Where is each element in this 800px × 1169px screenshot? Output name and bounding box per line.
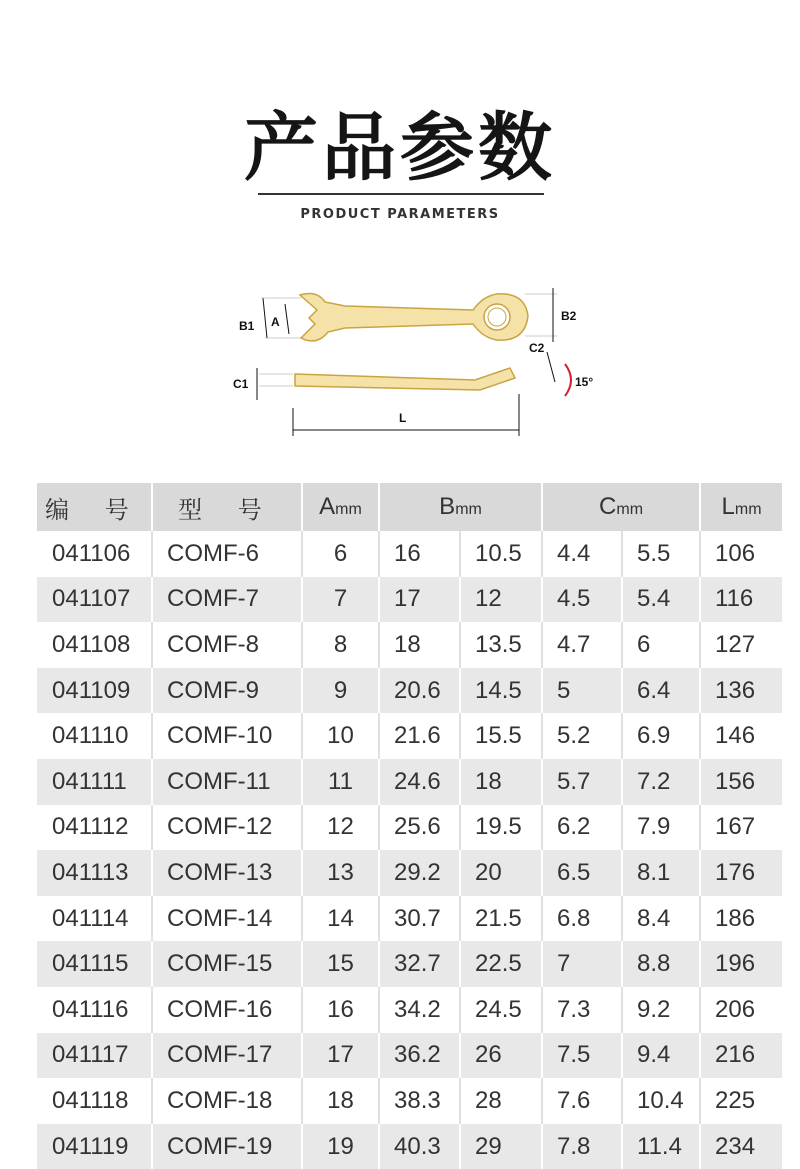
cell-model: COMF-16	[152, 987, 302, 1033]
cell-b2: 12	[460, 577, 542, 623]
cell-b1: 30.7	[379, 896, 460, 942]
header-b: Bmm	[379, 483, 542, 531]
cell-b2: 21.5	[460, 896, 542, 942]
cell-l: 186	[700, 896, 782, 942]
table-row	[37, 987, 782, 1033]
cell-b2: 22.5	[460, 941, 542, 987]
cell-model: COMF-13	[152, 850, 302, 896]
cell-c2: 10.4	[622, 1078, 700, 1124]
cell-c2: 5.5	[622, 531, 700, 577]
cell-a: 8	[302, 622, 379, 668]
cell-l: 106	[700, 531, 782, 577]
cell-c2: 8.4	[622, 896, 700, 942]
cell-b1: 25.6	[379, 805, 460, 851]
cell-code: 041113	[37, 850, 152, 896]
table-row	[37, 1078, 782, 1124]
cell-b2: 24.5	[460, 987, 542, 1033]
cell-code: 041110	[37, 713, 152, 759]
table-row	[37, 805, 782, 851]
cell-a: 15	[302, 941, 379, 987]
table-row	[37, 668, 782, 714]
table-row	[37, 850, 782, 896]
table-row	[37, 531, 782, 577]
cell-c2: 6	[622, 622, 700, 668]
cell-code: 041111	[37, 759, 152, 805]
table-row	[37, 577, 782, 623]
cell-c2: 9.4	[622, 1033, 700, 1079]
cell-a: 19	[302, 1124, 379, 1169]
cell-a: 16	[302, 987, 379, 1033]
cell-c1: 5	[542, 668, 622, 714]
cell-c1: 6.5	[542, 850, 622, 896]
cell-code: 041109	[37, 668, 152, 714]
cell-b1: 29.2	[379, 850, 460, 896]
table-row	[37, 941, 782, 987]
parameters-table	[37, 483, 782, 1169]
cell-l: 136	[700, 668, 782, 714]
cell-c2: 8.8	[622, 941, 700, 987]
table-row	[37, 713, 782, 759]
cell-b1: 18	[379, 622, 460, 668]
cell-c1: 7.5	[542, 1033, 622, 1079]
table-row	[37, 622, 782, 668]
cell-code: 041117	[37, 1033, 152, 1079]
cell-b2: 29	[460, 1124, 542, 1169]
cell-a: 10	[302, 713, 379, 759]
label-l: L	[399, 411, 407, 425]
cell-l: 225	[700, 1078, 782, 1124]
cell-b2: 15.5	[460, 713, 542, 759]
table-row	[37, 896, 782, 942]
cell-a: 11	[302, 759, 379, 805]
cell-c1: 5.2	[542, 713, 622, 759]
wrench-side-view	[295, 368, 515, 390]
table-body	[37, 531, 782, 1169]
cell-model: COMF-6	[152, 531, 302, 577]
table-row	[37, 1124, 782, 1169]
cell-model: COMF-10	[152, 713, 302, 759]
cell-model: COMF-17	[152, 1033, 302, 1079]
cell-model: COMF-7	[152, 577, 302, 623]
cell-c2: 9.2	[622, 987, 700, 1033]
cell-code: 041115	[37, 941, 152, 987]
cell-code: 041118	[37, 1078, 152, 1124]
cell-b2: 26	[460, 1033, 542, 1079]
cell-l: 167	[700, 805, 782, 851]
cell-code: 041108	[37, 622, 152, 668]
cell-b1: 38.3	[379, 1078, 460, 1124]
cell-c2: 5.4	[622, 577, 700, 623]
cell-c1: 7.3	[542, 987, 622, 1033]
cell-b2: 19.5	[460, 805, 542, 851]
cell-c1: 6.2	[542, 805, 622, 851]
cell-l: 196	[700, 941, 782, 987]
cell-a: 12	[302, 805, 379, 851]
cell-a: 7	[302, 577, 379, 623]
cell-a: 13	[302, 850, 379, 896]
cell-model: COMF-15	[152, 941, 302, 987]
cell-a: 18	[302, 1078, 379, 1124]
cell-code: 041114	[37, 896, 152, 942]
label-c1: C1	[233, 377, 249, 391]
page-subtitle: PRODUCT PARAMETERS	[300, 207, 500, 222]
cell-model: COMF-19	[152, 1124, 302, 1169]
cell-b2: 13.5	[460, 622, 542, 668]
cell-model: COMF-14	[152, 896, 302, 942]
cell-b2: 18	[460, 759, 542, 805]
label-b1: B1	[239, 319, 255, 333]
cell-l: 206	[700, 987, 782, 1033]
cell-model: COMF-12	[152, 805, 302, 851]
cell-c1: 4.7	[542, 622, 622, 668]
cell-b1: 34.2	[379, 987, 460, 1033]
cell-l: 127	[700, 622, 782, 668]
cell-b1: 21.6	[379, 713, 460, 759]
table-row	[37, 759, 782, 805]
cell-code: 041106	[37, 531, 152, 577]
cell-code: 041112	[37, 805, 152, 851]
cell-c2: 7.9	[622, 805, 700, 851]
cell-code: 041116	[37, 987, 152, 1033]
cell-c2: 6.4	[622, 668, 700, 714]
table-row	[37, 1033, 782, 1079]
title-divider	[258, 193, 544, 195]
header-l: Lmm	[700, 483, 782, 531]
wrench-dimension-diagram	[225, 280, 605, 440]
cell-model: COMF-11	[152, 759, 302, 805]
header-code: 编 号	[37, 483, 152, 531]
cell-l: 234	[700, 1124, 782, 1169]
cell-b1: 40.3	[379, 1124, 460, 1169]
cell-c1: 7.6	[542, 1078, 622, 1124]
cell-c1: 7	[542, 941, 622, 987]
cell-l: 156	[700, 759, 782, 805]
angle-arc	[565, 364, 571, 396]
cell-l: 116	[700, 577, 782, 623]
label-c2: C2	[529, 341, 545, 355]
cell-b1: 36.2	[379, 1033, 460, 1079]
cell-b2: 10.5	[460, 531, 542, 577]
cell-a: 6	[302, 531, 379, 577]
cell-c1: 6.8	[542, 896, 622, 942]
cell-b1: 32.7	[379, 941, 460, 987]
cell-c2: 7.2	[622, 759, 700, 805]
cell-l: 216	[700, 1033, 782, 1079]
cell-a: 9	[302, 668, 379, 714]
cell-c1: 4.4	[542, 531, 622, 577]
header-model: 型 号	[152, 483, 302, 531]
cell-c2: 11.4	[622, 1124, 700, 1169]
cell-c1: 5.7	[542, 759, 622, 805]
cell-code: 041107	[37, 577, 152, 623]
label-angle: 15°	[575, 375, 594, 389]
cell-a: 17	[302, 1033, 379, 1079]
cell-c2: 8.1	[622, 850, 700, 896]
cell-b1: 24.6	[379, 759, 460, 805]
cell-b1: 20.6	[379, 668, 460, 714]
cell-b2: 14.5	[460, 668, 542, 714]
cell-b1: 17	[379, 577, 460, 623]
table-header-row	[37, 483, 782, 531]
cell-l: 146	[700, 713, 782, 759]
cell-c1: 4.5	[542, 577, 622, 623]
cell-model: COMF-18	[152, 1078, 302, 1124]
cell-b2: 20	[460, 850, 542, 896]
cell-model: COMF-9	[152, 668, 302, 714]
cell-l: 176	[700, 850, 782, 896]
cell-model: COMF-8	[152, 622, 302, 668]
header-a: Amm	[302, 483, 379, 531]
cell-a: 14	[302, 896, 379, 942]
cell-c2: 6.9	[622, 713, 700, 759]
cell-b2: 28	[460, 1078, 542, 1124]
page-title: 产品参数	[244, 105, 556, 191]
label-b2: B2	[561, 309, 577, 323]
cell-b1: 16	[379, 531, 460, 577]
cell-code: 041119	[37, 1124, 152, 1169]
cell-c1: 7.8	[542, 1124, 622, 1169]
label-a: A	[271, 315, 280, 329]
header-c: Cmm	[542, 483, 700, 531]
